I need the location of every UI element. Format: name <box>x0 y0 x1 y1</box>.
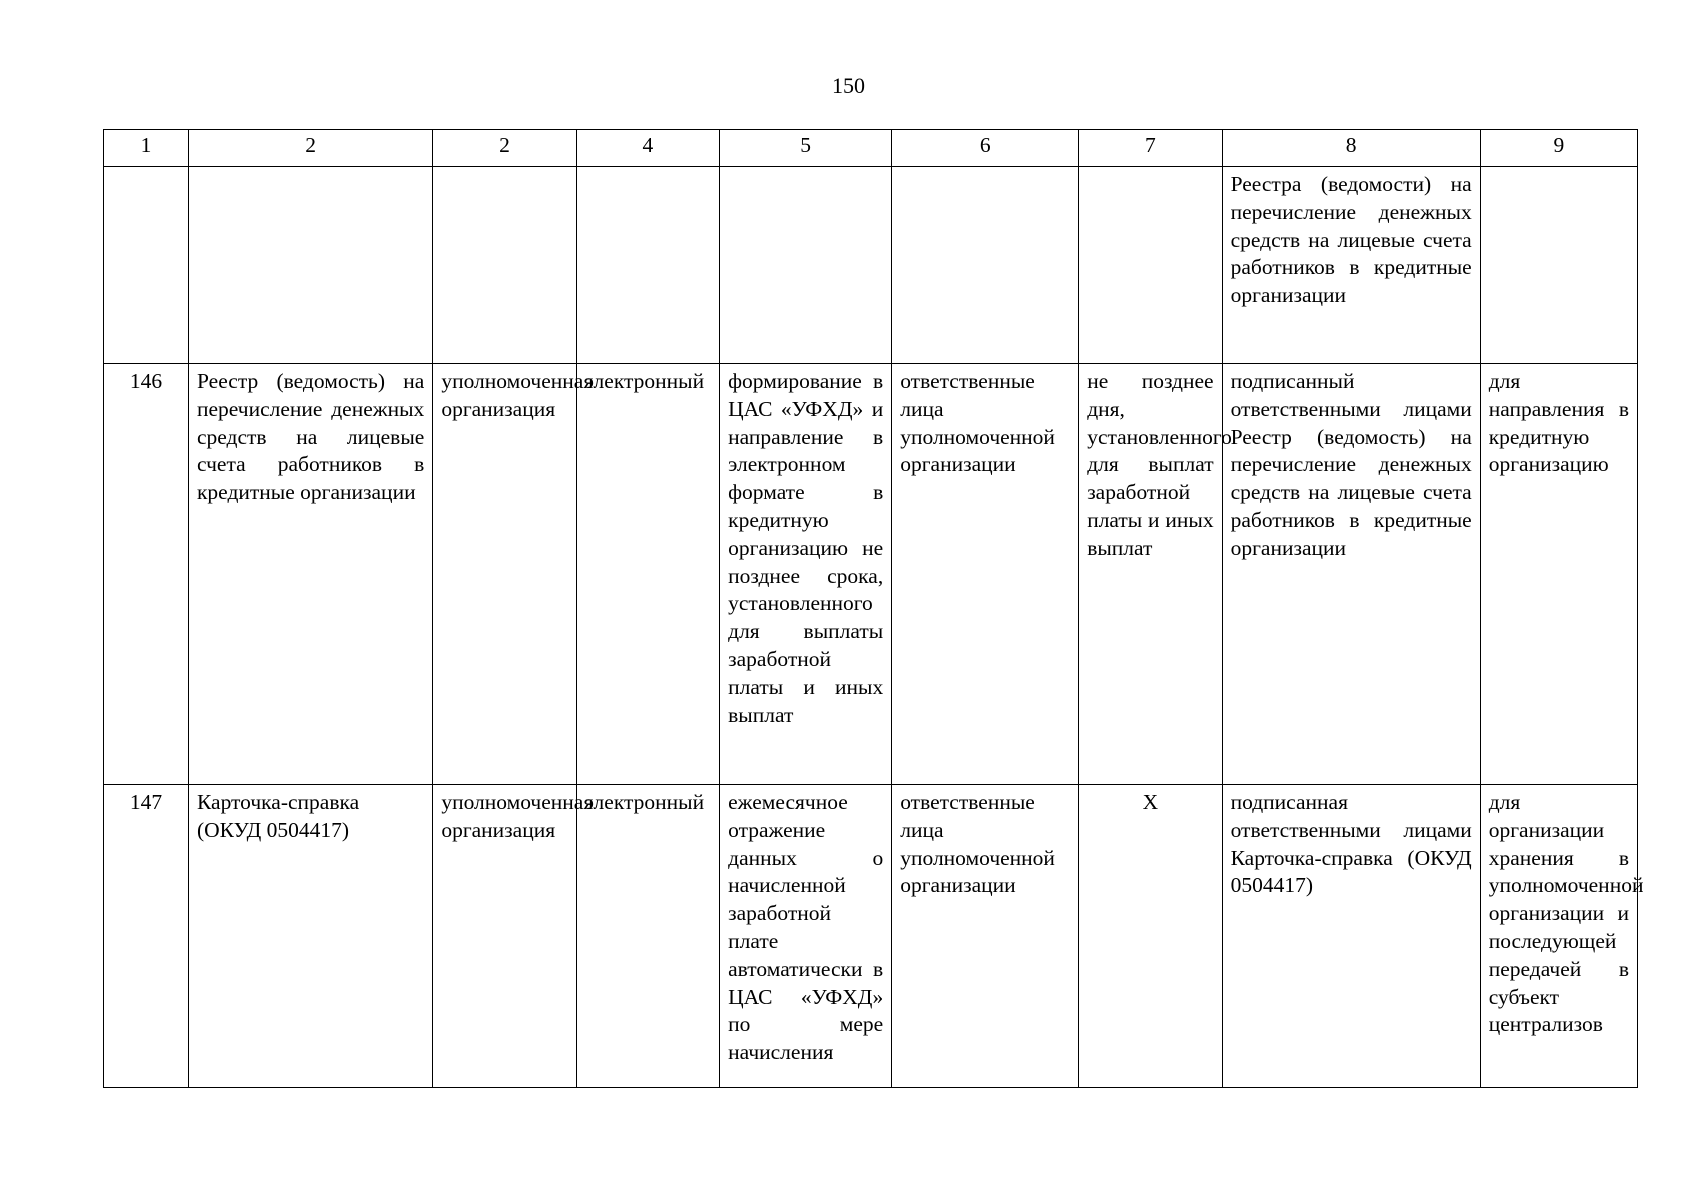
creator-cell <box>433 167 576 364</box>
column-header: 5 <box>720 130 892 167</box>
column-header: 2 <box>433 130 576 167</box>
row-number-cell <box>104 167 189 364</box>
table-row-146 <box>104 364 1638 785</box>
document-table <box>103 129 1644 1088</box>
purpose-cell <box>1480 167 1637 364</box>
row-number-cell: 146 <box>104 364 189 785</box>
result-cell: Реестра (ведомости) на перечисление денежных средств на лицевые счета работников в кредитные организации <box>1222 167 1480 364</box>
column-header: 9 <box>1480 130 1637 167</box>
purpose-cell: для организации хранения в уполномоченной организации и последующей передачей в субъект централизов <box>1480 785 1637 1088</box>
procedure-cell <box>720 167 892 364</box>
column-header: 4 <box>576 130 719 167</box>
column-header: 2 <box>188 130 432 167</box>
creator-cell: уполномоченная организация <box>433 364 576 785</box>
column-header: 6 <box>892 130 1079 167</box>
document-name-cell <box>188 167 432 364</box>
procedure-cell: формирование в ЦАС «УФХД» и направление в электронном формате в кредитную организацию не позднее срока, установленного для выплаты заработной платы и иных выплат <box>720 364 892 785</box>
purpose-cell: для направления в кредитную организацию <box>1480 364 1637 785</box>
format-cell <box>576 167 719 364</box>
result-cell: подписанный ответственными лицами Реестр (ведомость) на перечисление денежных средств на лицевые счета работников в кредитные организации <box>1222 364 1480 785</box>
deadline-cell: не позднее дня, установленного для выплат заработной платы и иных выплат <box>1079 364 1222 785</box>
column-header: 8 <box>1222 130 1480 167</box>
format-cell: электронный <box>576 785 719 1088</box>
responsible-cell: ответственные лица уполномоченной организации <box>892 785 1079 1088</box>
column-header: 1 <box>104 130 189 167</box>
document-name-cell: Карточка-справка (ОКУД 0504417) <box>188 785 432 1088</box>
column-header: 7 <box>1079 130 1222 167</box>
table-row-147 <box>104 785 1638 1088</box>
deadline-cell <box>1079 167 1222 364</box>
result-cell: подписанная ответственными лицами Карточка-справка (ОКУД 0504417) <box>1222 785 1480 1088</box>
page-number: 150 <box>832 73 865 98</box>
responsible-cell <box>892 167 1079 364</box>
table-row-continuation <box>104 167 1638 364</box>
format-cell: электронный <box>576 364 719 785</box>
responsible-cell: ответственные лица уполномоченной организации <box>892 364 1079 785</box>
procedure-cell: ежемесячное отражение данных о начисленной заработной плате автоматически в ЦАС «УФХД» по мере начисления <box>720 785 892 1088</box>
row-number-cell: 147 <box>104 785 189 1088</box>
table-header-row <box>104 130 1638 167</box>
creator-cell: уполномоченная организация <box>433 785 576 1088</box>
deadline-cell: Х <box>1079 785 1222 1088</box>
document-name-cell: Реестр (ведомость) на перечисление денежных средств на лицевые счета работников в кредитные организации <box>188 364 432 785</box>
